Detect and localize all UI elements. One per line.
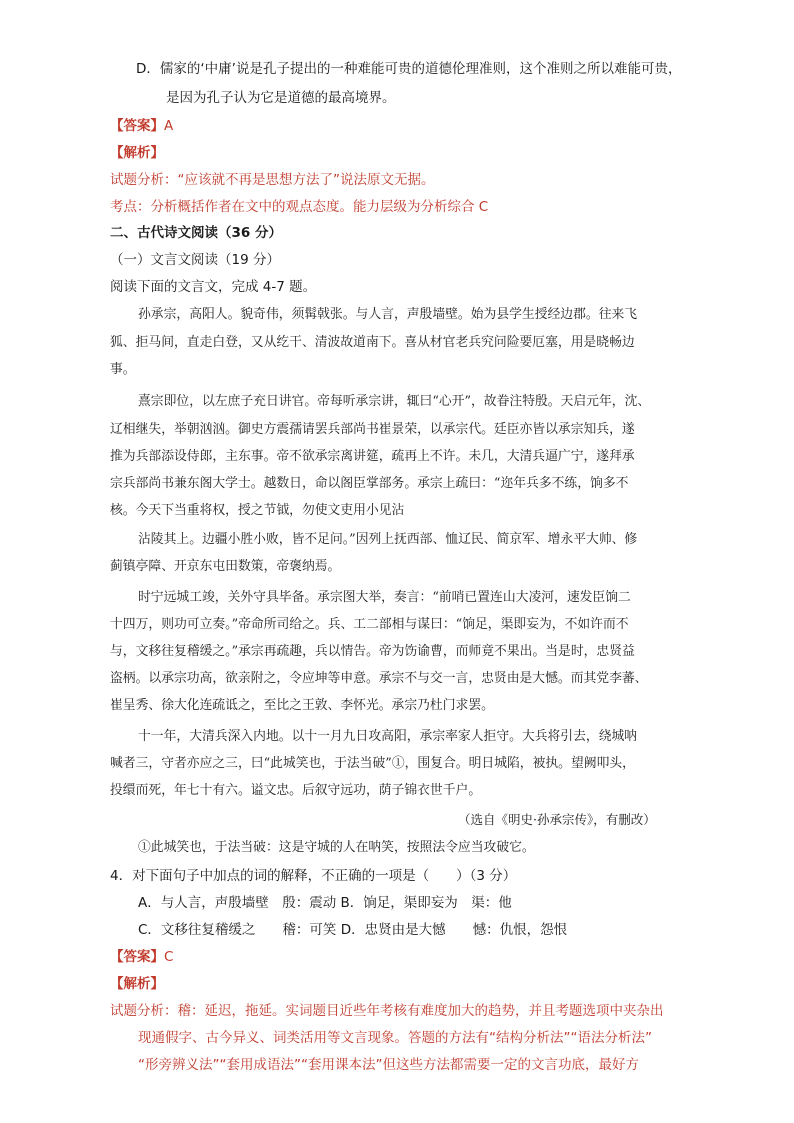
option-d-line-1: D．儒家的‘中庸’说是孔子提出的一种难能可贵的道德伦理准则，这个准则之所以难能可贵， — [136, 61, 682, 77]
section-intro: 阅读下面的文言文，完成 4-7 题。 — [110, 279, 317, 295]
answer-tag: 【答案】 — [110, 949, 164, 965]
passage-line: 十一年，大清兵深入内地。以十一月九日攻高阳，承宗率家人拒守。大兵将引去，绕城呐 — [138, 729, 638, 744]
analysis-text-2: 试题分析：稽：延迟，拖延。实词题目近些年考核有难度加大的趋势，并且考题选项中夹杂出 — [110, 1003, 664, 1019]
question-4-stem: 4．对下面句子中加点的词的解释，不正确的一项是（ ）（3 分） — [110, 868, 517, 884]
answer-line-1 — [110, 116, 173, 136]
analysis-text-3: 现通假字、古今异义、词类活用等文言现象。答题的方法有“结构分析法”“语法分析法” — [138, 1030, 652, 1046]
question-4-options-row-1: A．与人言，声殷墙壁 殷：震动 B．饷足，渠即妄为 渠：他 — [138, 895, 512, 911]
analysis-tag-2: 【解析】 — [110, 976, 164, 992]
section-heading: 二、古代诗文阅读（36 分） — [110, 225, 282, 241]
passage-line: 与，文移往复稽缓之。”承宗再疏趣，兵以情告。帝为饬谕曹，而师竟不果出。当是时，忠贤益 — [110, 644, 635, 659]
passage-line: 辽相继失，举朝汹汹。御史方震孺请罢兵部尚书崔景荣，以承宗代。廷臣亦皆以承宗知兵，遂 — [110, 422, 635, 437]
answer-line-2 — [110, 947, 173, 967]
kaodian-line: 考点：分析概括作者在文中的观点态度。能力层级为分析综合 C — [110, 199, 489, 215]
analysis-tag-1: 【解析】 — [110, 145, 164, 161]
passage-line: 崔呈秀、徐大化连疏诋之，至比之王敦、李怀光。承宗乃杜门求罢。 — [110, 698, 494, 713]
passage-footnote: ①此城笑也，于法当破：这是守城的人在呐笑，按照法令应当攻破它。 — [138, 840, 535, 855]
passage-line: 时宁远城工竣，关外守具毕备。承宗图大举，奏言：“前哨已置连山大凌河，速发臣饷二 — [138, 590, 631, 605]
passage-line: 熹宗即位，以左庶子充日讲官。帝每听承宗讲，辄曰“心开”，故眷注特殷。天启元年，沈、 — [138, 394, 651, 409]
passage-line: 核。今天下当重将权，授之节钺，勿使文吏用小见沾 — [110, 503, 405, 518]
question-4-options-row-2: C．文移往复稽缓之 稽：可笑 D．忠贤由是大憾 憾：仇恨，怨恨 — [138, 922, 568, 938]
passage-line: 宗兵部尚书兼东阁大学士。越数日，命以阁臣掌部务。承宗上疏曰：“迩年兵多不练，饷多不 — [110, 476, 629, 491]
passage-line: 孙承宗，高阳人。貌奇伟，须髯戟张。与人言，声殷墙壁。始为县学生授经边郡。往来飞 — [138, 307, 638, 322]
passage-line: 沾陵其上。边疆小胜小败，皆不足问。”因列上抚西部、恤辽民、简京军、增永平大帅、修 — [138, 532, 638, 547]
section-sub: （一）文言文阅读（19 分） — [110, 252, 280, 268]
passage-line: 喊者三，守者亦应之三，曰“此城笑也，于法当破”①，围复合。明日城陷，被执。望阙叩头， — [110, 756, 635, 771]
answer-value: A — [164, 118, 174, 134]
analysis-text-1: 试题分析：“应该就不再是思想方法了”说法原文无据。 — [110, 172, 435, 188]
passage-source: （选自《明史·孙承宗传》，有删改） — [458, 812, 656, 827]
passage-line: 狐、拒马间，直走白登，又从纥干、清波故道南下。喜从材官老兵究问险要厄塞，用是晓畅边 — [110, 335, 635, 350]
option-d-line-2: 是因为孔子认为它是道德的最高境界。 — [166, 90, 396, 106]
analysis-text-4: “形旁辨义法”“套用成语法”“套用课本法”但这些方法都需要一定的文言功底，最好方 — [138, 1057, 639, 1073]
passage-line: 十四万，则功可立奏。”帝命所司给之。兵、工二部相与谋曰：“饷足，渠即妄为，不如许而不 — [110, 617, 629, 632]
answer-value: C — [164, 949, 174, 965]
passage-line: 蓟镇亭障、开京东屯田数策，帝褒纳焉。 — [110, 559, 341, 574]
answer-tag: 【答案】 — [110, 118, 164, 134]
passage-line: 事。 — [110, 362, 136, 377]
passage-line: 投缳而死，年七十有六。谥文忠。后叙守远功，荫子锦衣世千户。 — [110, 783, 482, 798]
passage-line: 盗柄。以承宗功高，欲亲附之，令应坤等申意。承宗不与交一言，忠贤由是大憾。而其党李蕃、 — [110, 671, 648, 686]
passage-line: 推为兵部添设侍郎，主东事。帝不欲承宗离讲筵，疏再上不许。未几，大清兵逼广宁，遂拜承 — [110, 449, 635, 464]
